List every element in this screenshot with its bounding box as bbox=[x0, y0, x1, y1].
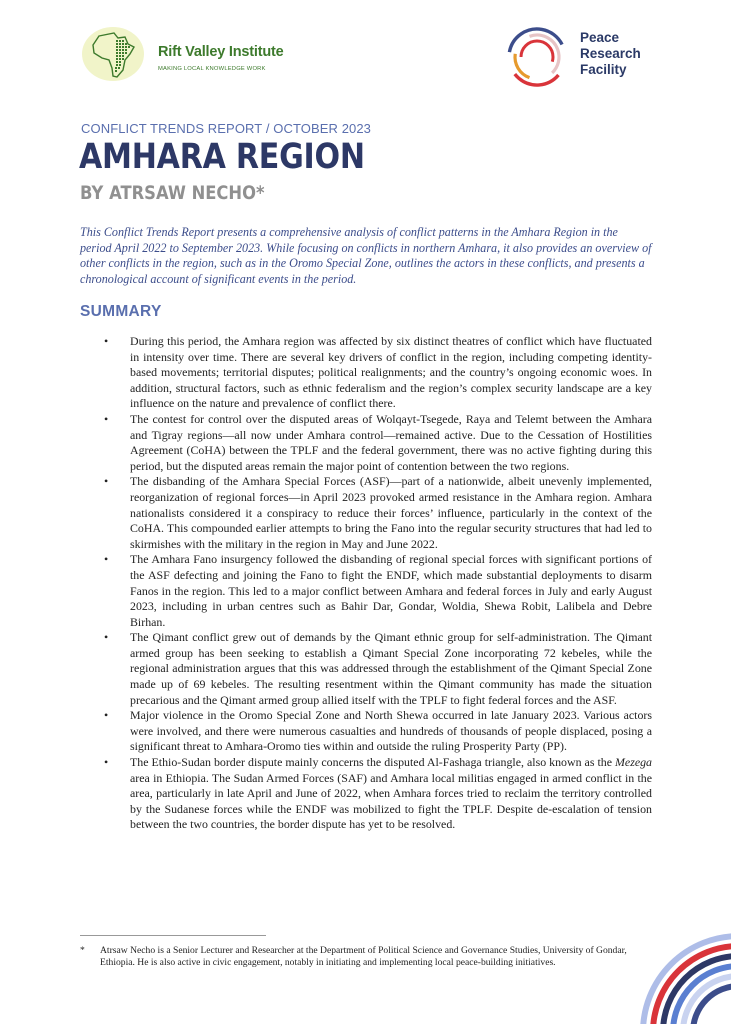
bullet-dot: • bbox=[104, 755, 109, 770]
author-byline: BY ATRSAW NECHO* bbox=[80, 182, 265, 204]
footnote-mark: * bbox=[80, 945, 85, 956]
page-title: AMHARA REGION bbox=[79, 137, 365, 177]
bullet-text-after: area in Ethiopia. The Sudan Armed Forces (SAF) and Amhara local militias engaged in armed conflict in the area, particularly in late April and June of 2022, when Amhara forces tried to reclaim the territory controlled by the Sudanese forces while the ENDF was mobilized to fight the TPLF. Despite de-escalation of tension between the two countries, the border dispute has yet to be resolved. bbox=[130, 770, 652, 832]
riv-wordmark bbox=[158, 44, 284, 72]
bullet-text: The contest for control over the disputed areas of Wolqayt-Tsegede, Raya and Telemt between the Amhara and Tigray regions—all now under Amhara control—remained active. Due to the Cessation of Hostilities Agreement (CoHA) between the TPLF and the federal government, there was no active fighting during this period, but the disputed areas remain the major point of contention between the two regions. bbox=[130, 411, 652, 473]
summary-bullet bbox=[80, 552, 652, 630]
bullet-dot: • bbox=[104, 411, 109, 426]
footnote-divider bbox=[80, 935, 266, 936]
prf-line: Facility bbox=[580, 62, 627, 77]
bullet-text-italic: Mezega bbox=[615, 755, 652, 770]
bullet-text: The Amhara Fano insurgency followed the disbanding of regional special forces with significant portions of the ASF defecting and joining the Fano to fight the ENDF, which made substantial deployments to disarm Fanos in the region. This led to a major conflict between Amhara and federal forces in July and early August 2023, including in urban centres such as Bahir Dar, Gondar, Woldia, Shewa Robit, Lalibela and Debre Birhan. bbox=[130, 552, 652, 629]
bullet-text-before: The Ethio-Sudan border dispute mainly concerns the disputed Al-Fashaga triangle, also known as the bbox=[130, 755, 616, 770]
rift-valley-institute-logo bbox=[80, 24, 150, 84]
bullet-text: The disbanding of the Amhara Special Forces (ASF)—part of a nationwide, albeit unevenly implemented, reorganization of regional forces—in April 2023 provoked armed resistance in the Amhara region. Amhara nationalists considered it a conspiracy to reduce their forces’ influence, particularly in the context of the CoHA. This compounded earlier attempts to bring the Fano into the regular security structures that had led to skirmishes with the military in the region in May and June 2022. bbox=[130, 474, 652, 551]
bullet-text: Major violence in the Oromo Special Zone and North Shewa occurred in late January 2023. Various actors were involved, and there were numerous casualties and hundreds of thousands of people displaced, posing a significant threat to Amhara-Oromo ties within and outside the ruling Prosperity Party (PP). bbox=[130, 708, 652, 754]
summary-bullet bbox=[80, 755, 652, 833]
report-kicker: CONFLICT TRENDS REPORT / OCTOBER 2023 bbox=[81, 121, 372, 136]
bullet-dot: • bbox=[104, 552, 109, 567]
decorative-corner-arcs bbox=[631, 924, 731, 1024]
summary-list bbox=[80, 334, 652, 833]
intro-paragraph bbox=[80, 225, 652, 287]
riv-name: Rift Valley Institute bbox=[158, 44, 284, 60]
bullet-text: During this period, the Amhara region was affected by six distinct theatres of conflict which have fluctuated in intensity over time. There are several key drivers of conflict in the region, including competing identity-based movements; territorial disputes; political realignments; and the country’s ongoing economic woes. In addition, structural factors, such as ethnic federalism and the region’s complex security landscape are a key influence on the nature and prevalence of conflict there. bbox=[130, 334, 652, 411]
bullet-dot: • bbox=[104, 334, 109, 348]
prf-line: Peace bbox=[580, 30, 620, 45]
summary-bullet bbox=[80, 474, 652, 552]
footnote-text: Atrsaw Necho is a Senior Lecturer and Researcher at the Department of Political Science and Governance Studies, University of Gondar, Ethiopia. He is also active in civic engagement, notably in initiating and implementing local peace-building initiatives. bbox=[100, 945, 627, 969]
bullet-dot: • bbox=[104, 708, 109, 723]
intro-text: This Conflict Trends Report presents a comprehensive analysis of conflict patterns in the Amhara Region in the period April 2022 to September 2023. While focusing on conflicts in northern Amhara, it also provides an overview of other conflicts in the region, such as in the Oromo Special Zone, outlines the actors in these conflicts, and presents a chronological account of significant events in the period. bbox=[80, 225, 652, 286]
peace-research-facility-logo bbox=[506, 26, 568, 88]
bullet-text: The Qimant conflict grew out of demands by the Qimant ethnic group for self-administration. The Qimant armed group has been seeking to establish a Qimant Special Zone incorporating 72 kebeles, while the regional administration argues that this was addressed through the establishment of the Qimant Special Zone made up of 69 kebeles. The resulting resentment within the Qimant community has made the situation precarious and the Qimant armed group allied itself with the TPLF to fight federal forces and the ASF. bbox=[130, 630, 652, 707]
summary-bullet bbox=[80, 630, 652, 708]
bullet-dot: • bbox=[104, 630, 109, 645]
bullet-dot: • bbox=[104, 474, 109, 489]
summary-bullet bbox=[80, 412, 652, 474]
summary-bullet bbox=[80, 708, 652, 755]
riv-tagline: MAKING LOCAL KNOWLEDGE WORK bbox=[158, 66, 266, 72]
author-footnote bbox=[80, 945, 640, 970]
prf-line: Research bbox=[580, 46, 641, 61]
summary-heading: SUMMARY bbox=[80, 303, 162, 320]
summary-bullet bbox=[80, 334, 652, 412]
prf-wordmark bbox=[580, 30, 641, 78]
